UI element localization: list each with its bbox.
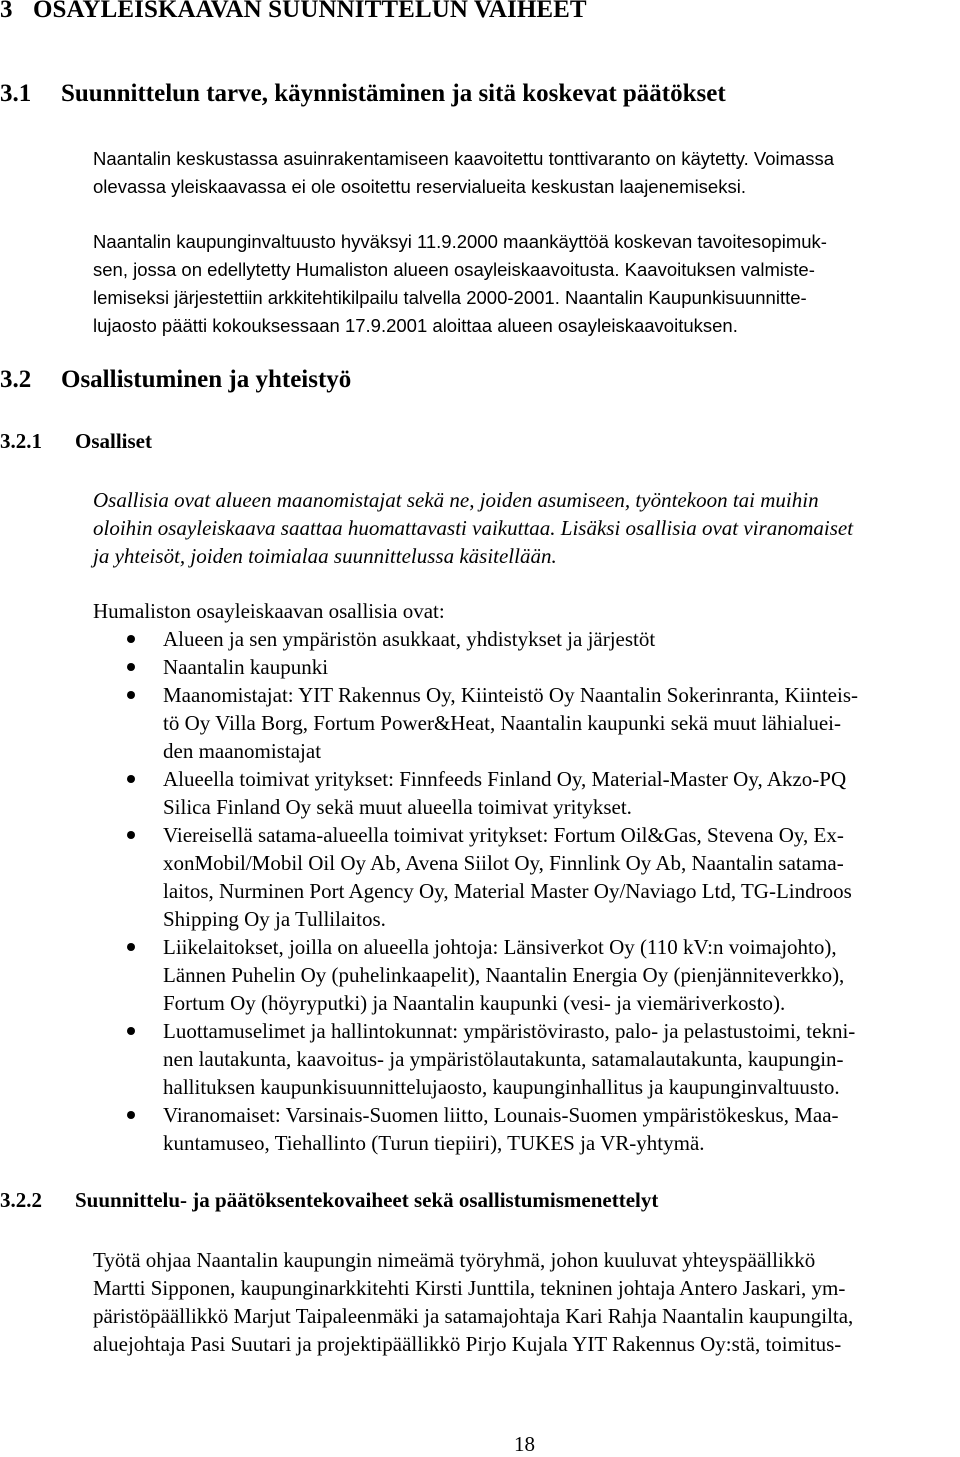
text-line: Maanomistajat: YIT Rakennus Oy, Kiinteistö Oy Naantalin Sokerinranta, Kiinteis- [163,683,858,707]
section-3-1-heading [0,80,726,108]
chapter-number: 3 [0,0,13,23]
list-item [163,765,846,821]
section-3-2-1-title: Osalliset [75,429,152,453]
bullet-icon [127,635,135,643]
section-3-2-1-heading [0,429,152,454]
list-intro [93,597,445,625]
bullet-icon [127,775,135,783]
text-line: Alueen ja sen ympäristön asukkaat, yhdistykset ja järjestöt [163,627,656,651]
list-item [163,821,852,933]
list-item [163,625,655,653]
bullet-icon [127,1111,135,1119]
section-3-1-paragraph-1 [93,145,960,201]
text-line: Lännen Puhelin Oy (puhelinkaapelit), Naantalin Energia Oy (pienjänniteverkko), [163,963,845,987]
text-line: kuntamuseo, Tiehallinto (Turun tiepiiri), TUKES ja VR-yhtymä. [163,1131,705,1155]
text-line: oloihin osayleiskaava saattaa huomattavasti vaikuttaa. Lisäksi osallisia ovat viranomaiset [93,516,854,540]
section-3-2-2-title: Suunnittelu- ja päätöksentekovaiheet sekä osallistumismenettelyt [75,1188,659,1212]
text-line: olevassa yleiskaavassa ei ole osoitettu reservialueita keskustan laajenemiseksi. [93,176,746,197]
section-3-2-1-italic-paragraph [93,486,853,570]
text-line: Työtä ohjaa Naantalin kaupungin nimeämä työryhmä, johon kuuluvat yhteyspäällikkö [93,1248,816,1272]
text-line: laitos, Nurminen Port Agency Oy, Material Master Oy/Naviago Ltd, TG-Lindroos [163,879,852,903]
section-3-1-paragraph-2 [93,228,960,340]
text-line: xonMobil/Mobil Oil Oy Ab, Avena Siilot Oy, Finnlink Oy Ab, Naantalin satama- [163,851,844,875]
text-line: Silica Finland Oy sekä muut alueella toimivat yritykset. [163,795,632,819]
list-item [163,1017,855,1101]
text-line: Naantalin kaupunki [163,655,329,679]
text-line: Shipping Oy ja Tullilaitos. [163,907,386,931]
text-line: Alueella toimivat yritykset: Finnfeeds Finland Oy, Material-Master Oy, Akzo-PQ [163,767,847,791]
text-line: lujaosto päätti kokouksessaan 17.9.2001 aloittaa alueen osayleiskaavoituksen. [93,315,738,336]
list-item [163,1101,839,1157]
text-line: sen, jossa on edellytetty Humaliston alueen osayleiskaavoitusta. Kaavoituksen valmiste- [93,259,815,280]
bullet-icon [127,1027,135,1035]
text-line: Naantalin kaupunginvaltuusto hyväksyi 11.9.2000 maankäyttöä koskevan tavoitesopimuk- [93,231,827,252]
section-3-2-heading [0,366,351,394]
list-item [163,653,328,681]
section-3-2-2-number: 3.2.2 [0,1188,42,1212]
text-line: den maanomistajat [163,739,322,763]
chapter-title: OSAYLEISKAAVAN SUUNNITTELUN VAIHEET [33,0,587,23]
text-line: Osallisia ovat alueen maanomistajat sekä ne, joiden asumiseen, työntekoon tai muihin [93,488,819,512]
text-line: tö Oy Villa Borg, Fortum Power&Heat, Naantalin kaupunki sekä muut lähialuei- [163,711,842,735]
section-3-2-2-heading [0,1188,658,1213]
section-3-2-title: Osallistuminen ja yhteistyö [61,366,352,393]
bullet-icon [127,943,135,951]
bullet-icon [127,663,135,671]
page-number: 18 [514,1432,535,1456]
text-line: Martti Sipponen, kaupunginarkkitehti Kirsti Junttila, tekninen johtaja Antero Jaskari, ym- [93,1276,846,1300]
text-line: Viereisellä satama-alueella toimivat yritykset: Fortum Oil&Gas, Stevena Oy, Ex- [163,823,844,847]
text-line: Viranomaiset: Varsinais-Suomen liitto, Lounais-Suomen ympäristökeskus, Maa- [163,1103,839,1127]
text-line: nen lautakunta, kaavoitus- ja ympäristölautakunta, satamalautakunta, kaupungin- [163,1047,844,1071]
list-item [163,681,858,765]
text-line: aluejohtaja Pasi Suutari ja projektipäällikkö Pirjo Kujala YIT Rakennus Oy:stä, toimitus- [93,1332,842,1356]
list-intro-text: Humaliston osayleiskaavan osallisia ovat: [93,599,445,623]
text-line: Luottamuselimet ja hallintokunnat: ympäristövirasto, palo- ja pelastustoimi, tekni- [163,1019,856,1043]
text-line: Liikelaitokset, joilla on alueella johtoja: Länsiverkot Oy (110 kV:n voimajohto), [163,935,837,959]
text-line: lemiseksi järjestettiin arkkitehtikilpailu talvella 2000-2001. Naantalin Kaupunkisuunnitte- [93,287,807,308]
text-line: hallituksen kaupunkisuunnittelujaosto, kaupunginhallitus ja kaupunginvaltuusto. [163,1075,840,1099]
bullet-icon [127,691,135,699]
section-3-1-title: Suunnittelun tarve, käynnistäminen ja sitä koskevat päätökset [61,80,726,107]
bullet-icon [127,831,135,839]
section-3-2-2-paragraph [93,1246,853,1358]
text-line: Naantalin keskustassa asuinrakentamiseen kaavoitettu tonttivaranto on käytetty. Voimassa [93,148,835,169]
chapter-heading [0,0,587,24]
section-3-2-number: 3.2 [0,366,32,393]
list-item [163,933,844,1017]
text-line: ja yhteisöt, joiden toimialaa suunnittelussa käsitellään. [93,544,557,568]
text-line: Fortum Oy (höyryputki) ja Naantalin kaupunki (vesi- ja viemäriverkosto). [163,991,786,1015]
text-line: päristöpäällikkö Marjut Taipaleenmäki ja satamajohtaja Kari Rahja Naantalin kaupungilta, [93,1304,854,1328]
section-3-1-number: 3.1 [0,80,32,107]
section-3-2-1-number: 3.2.1 [0,429,42,453]
